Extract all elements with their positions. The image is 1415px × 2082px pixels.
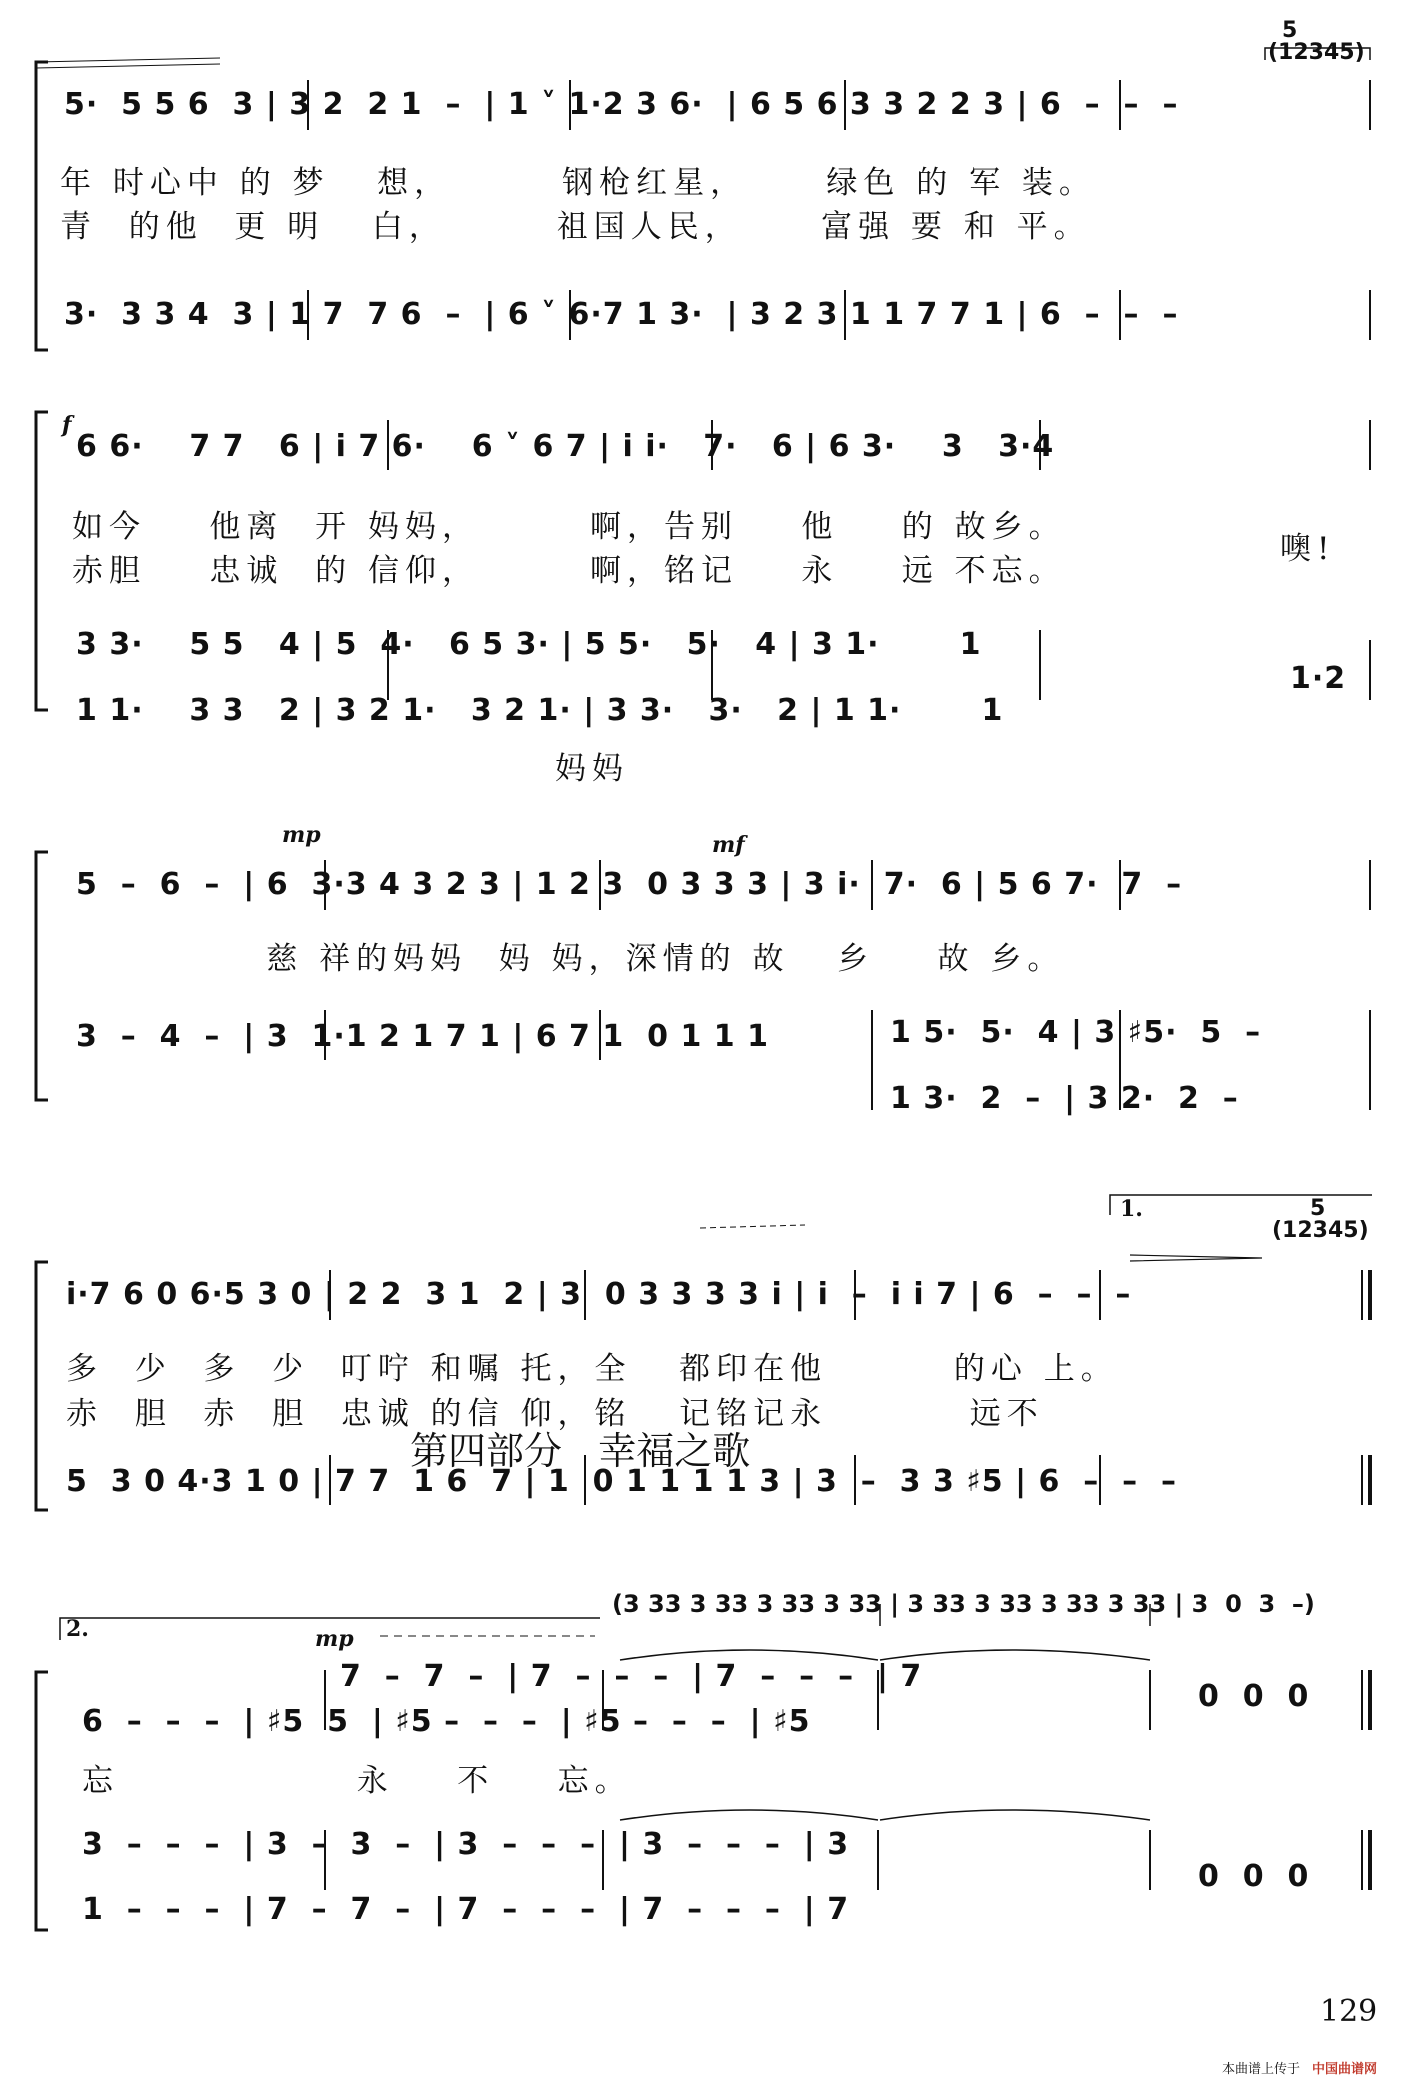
system4-upper-notes: i·7 6 0 6·5 3 0 | 2 2 3 1 2 | 3 0 3 3 3 3 i | i – i i 7 | 6 – – –	[66, 1277, 1132, 1312]
page-number: 129	[1320, 1994, 1378, 2029]
side-lyric: 噢!	[1280, 531, 1336, 567]
system3-lower-b: 1 3· 2 – | 3 2· 2 –	[890, 1081, 1239, 1116]
system1-lower-notes: 3· 3 3 4 3 | 1 7 7 6 – | 6 ˅ 6·7 1 3· | 3 2 3 1 1 7 7 1 | 6 – – –	[64, 297, 1179, 332]
footer-logo: 中国曲谱网	[1312, 2062, 1378, 2077]
system3-lower-a: 1 5· 5· 4 | 3 ♯5· 5 –	[890, 1015, 1262, 1050]
system4-lower-notes: 5 3 0 4·3 1 0 | 7 7 1 6 7 | 1 0 1 1 1 1 3 | 3 – 3 3 ♯5 | 6 – – –	[66, 1464, 1178, 1499]
system2-lyric-1: 如今 他离 开 妈妈， 啊，告别 他 的 故乡。	[72, 509, 1066, 545]
system2-lower-b: 1 1· 3 3 2 | 3 2 1· 3 2 1· | 3 3· 3· 2 | 1 1· 1	[76, 693, 1004, 728]
tuplet-number: 5	[1282, 18, 1298, 43]
dynamic-f: f	[62, 412, 72, 438]
system5-lower-top: 3 – – – | 3 – 3 – | 3 – – – | 3 – – – | 3	[82, 1827, 850, 1862]
system5-upper-end: 0 0 0	[1198, 1679, 1310, 1714]
system5-lower-end: 0 0 0	[1198, 1859, 1310, 1894]
system2-under-lyric: 妈妈	[555, 751, 629, 787]
tuplet-number-2: 5	[1310, 1196, 1326, 1221]
system1-upper-notes: 5· 5 5 6 3 | 3 2 2 1 – | 1 ˅ 1·2 3 6· | 6 5 6 3 3 2 2 3 | 6 – – –	[64, 87, 1179, 122]
volta-2: 2.	[66, 1616, 89, 1642]
volta-1: 1.	[1120, 1196, 1143, 1222]
grace-marker: (12345)	[1268, 40, 1365, 65]
section-title: 第四部分 幸福之歌	[410, 1429, 751, 1473]
system3-upper-notes: 5 – 6 – | 6 3·3 4 3 2 3 | 1 2 3 0 3 3 3 | 3 i· 7· 6 | 5 6 7· 7 –	[76, 867, 1183, 902]
system1-lyric-1: 年 时心中 的 梦 想， 钢枪红星， 绿色 的 军 装。	[60, 165, 1096, 201]
system2-lyric-2: 赤胆 忠诚 的 信仰， 啊，铭记 永 远 不忘。	[72, 553, 1066, 589]
system5-upper-top: 7 – 7 – | 7 – – – | 7 – – – | 7	[340, 1659, 923, 1694]
system5-lyric-1: 忘 永 不 忘。	[82, 1763, 632, 1799]
system3-lyric-1: 慈 祥的妈妈 妈 妈，深情的 故 乡 故 乡。	[76, 941, 1065, 977]
system1-lyric-2: 青 的他 更 明 白， 祖国人民， 富强 要 和 平。	[60, 209, 1091, 245]
system4-lyric-2: 赤 胆 赤 胆 忠诚 的信 仰，铭 记铭记永 远不	[66, 1396, 1044, 1432]
system2-lower-side: 1·2	[1290, 661, 1347, 696]
dynamic-mp-2: mp	[315, 1626, 354, 1652]
footer-text: 本曲谱上传于	[1222, 2062, 1301, 2077]
dynamic-mp: mp	[282, 822, 321, 848]
system5-upper-bottom: 6 – – – | ♯5 5 | ♯5 – – – | ♯5 – – – | ♯5	[82, 1704, 811, 1739]
system2-lower-a: 3 3· 5 5 4 | 5 4· 6 5 3· | 5 5· 5· 4 | 3 1· 1	[76, 627, 982, 662]
system5-lower-bottom: 1 – – – | 7 – 7 – | 7 – – – | 7 – – – | 7	[82, 1892, 850, 1927]
accompaniment-line: (3 33 3 33 3 33 3 33 | 3 33 3 33 3 33 3 33 | 3 0 3 –)	[612, 1590, 1315, 1618]
system3-lower-notes: 3 – 4 – | 3 1·1 2 1 7 1 | 6 7 1 0 1 1 1	[76, 1019, 769, 1054]
system2-upper-notes: 6 6· 7 7 6 | i 7 6· 6 ˅ 6 7 | i i· 7· 6 | 6 3· 3 3·4	[76, 429, 1055, 464]
grace-marker-2: (12345)	[1272, 1218, 1369, 1243]
system4-lyric-1: 多 少 多 少 叮咛 和嘱 托，全 都印在他 的心 上。	[66, 1351, 1118, 1387]
dynamic-mf: mf	[712, 832, 745, 858]
